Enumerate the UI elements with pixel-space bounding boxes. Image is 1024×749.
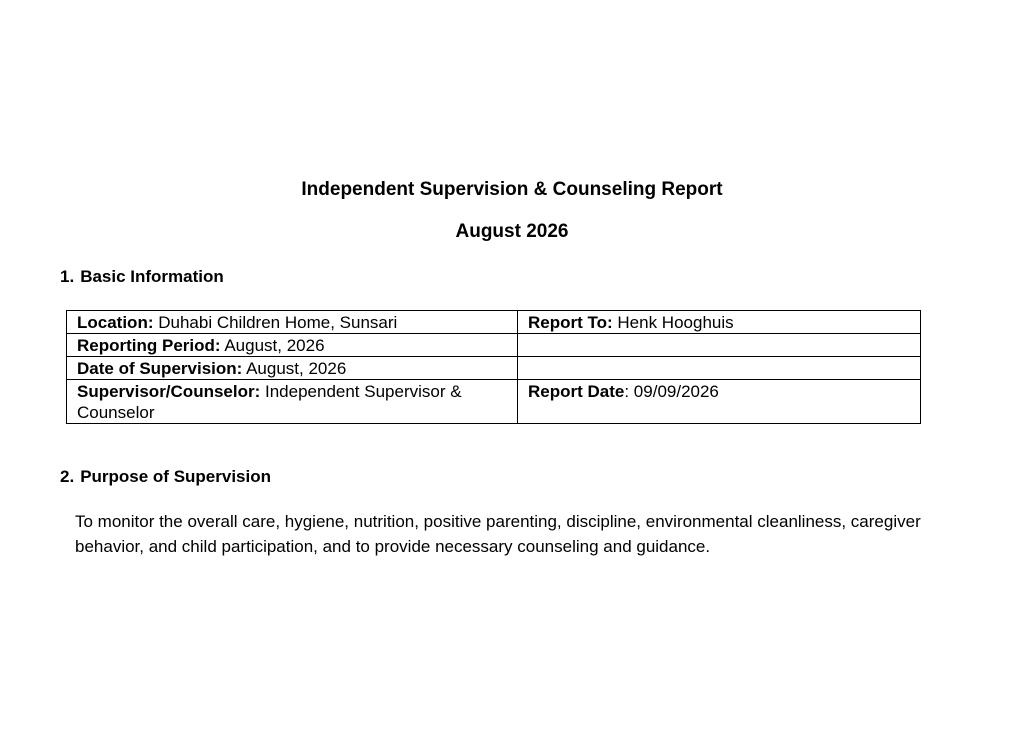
reporting-period-value: August, 2026 [220,336,325,355]
section-title: Purpose of Supervision [80,467,271,486]
supervisor-cell [67,380,518,424]
date-of-supervision-value: August, 2026 [242,359,347,378]
report-title: Independent Supervision & Counseling Report [301,179,723,200]
section-title: Basic Information [80,267,224,286]
table-row [67,334,921,357]
supervisor-value: Independent Supervisor & Counselor [77,382,462,422]
supervisor-label: Supervisor/Counselor: [77,382,261,401]
table-row [67,380,921,424]
empty-cell [518,357,921,380]
empty-cell [518,334,921,357]
report-date-cell [518,380,921,424]
table-row [67,357,921,380]
report-date-value: : 09/09/2026 [624,382,719,401]
section-number: 2. [60,467,75,486]
report-to-cell [518,311,921,334]
report-to-value: Henk Hooghuis [612,313,734,332]
report-subtitle: August 2026 [455,221,569,242]
report-date-label: Report Date [528,382,625,401]
date-of-supervision-label: Date of Supervision: [77,359,243,378]
table-row [67,311,921,334]
report-to-label: Report To: [528,313,613,332]
reporting-period-cell [67,334,518,357]
location-label: Location: [77,313,154,332]
date-of-supervision-cell [67,357,518,380]
purpose-paragraph: To monitor the overall care, hygiene, nutrition, positive parenting, discipline, environmental cleanliness, caregiver behavior, and child participation, and to provide necessary counseling and guidance. [75,512,921,556]
section-heading-basic-info [60,266,224,288]
location-value: Duhabi Children Home, Sunsari [153,313,398,332]
basic-info-table [66,310,921,424]
section-heading-purpose [60,466,271,488]
location-cell [67,311,518,334]
section-number: 1. [60,267,75,286]
reporting-period-label: Reporting Period: [77,336,221,355]
